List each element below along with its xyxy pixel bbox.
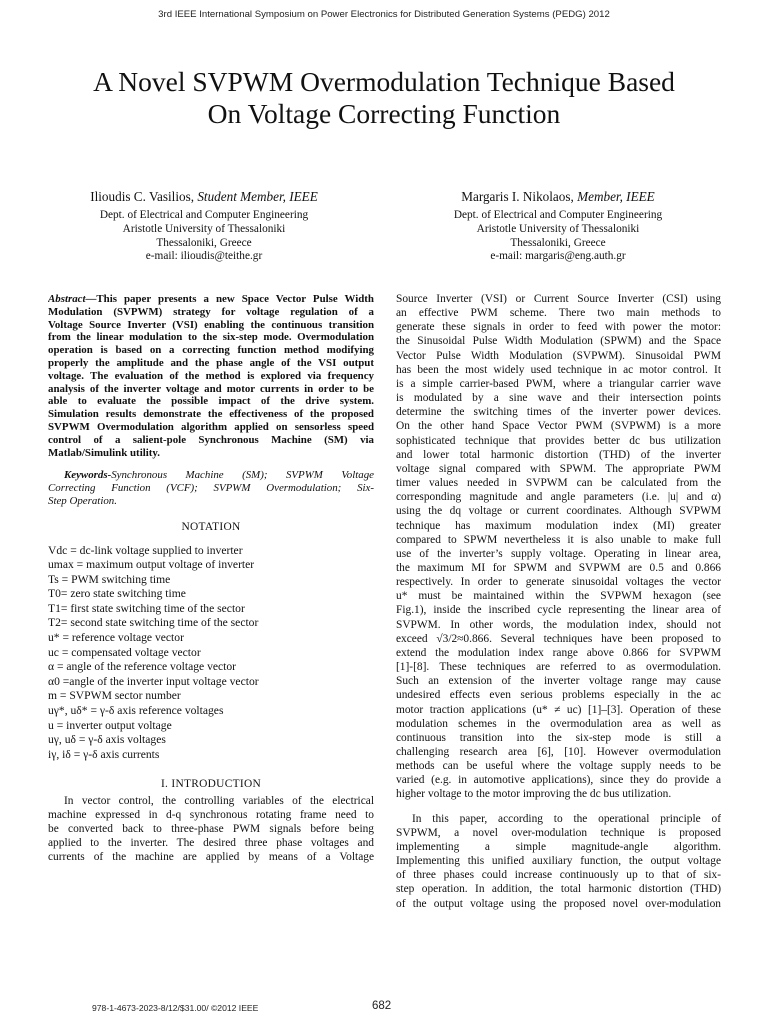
keywords <box>48 469 374 508</box>
body-line: challenging research area [6], [10]. However overmodulation <box>396 746 721 758</box>
body-line: methods can be useful where the voltage supply needs to be <box>396 760 721 773</box>
author-dept: Dept. of Electrical and Computer Engineering <box>453 209 663 221</box>
notation-item: m = SVPWM sector number <box>48 689 181 703</box>
abstract-line: able to evaluate the possible impact of the drive system. <box>48 395 374 408</box>
abstract-line: operation is based on a correcting function method modifying <box>48 344 374 357</box>
body-paragraph-2 <box>396 812 721 911</box>
body-line: of three phases could increase continuously up to that of six- <box>396 869 721 882</box>
body-line: Implementing this unified auxiliary function, the output voltage <box>396 855 721 868</box>
author-city: Thessaloniki, Greece <box>510 236 606 249</box>
page-number: 682 <box>372 1000 392 1012</box>
abstract-line <box>48 293 374 306</box>
body-line: is a simple carrier-based PWM, where a triangular carrier wave <box>396 377 721 390</box>
abstract-line: from the linear modulation to the six-step mode. Overmodulation <box>48 331 374 344</box>
author-university: Aristotle University of Thessaloniki <box>476 222 640 235</box>
right-column <box>396 292 721 911</box>
body-paragraph-1 <box>396 292 721 802</box>
abstract-line: analysis of the inverter voltage and motor currents in order to be <box>48 382 374 395</box>
author-role: Member, IEEE <box>577 189 655 204</box>
body-line: SVPWM. In other words, the modulation index, should not <box>396 618 721 631</box>
notation-item: T1= first state switching time of the sector <box>48 601 245 615</box>
body-line: is modulated by a sine wave and their intersection points <box>396 392 721 405</box>
notation-item: Ts = PWM switching time <box>48 572 171 586</box>
body-line: higher voltage to the motor improving the dc bus utilization. <box>396 788 672 801</box>
body-line: determine the switching times of the inverter power devices. <box>396 406 721 419</box>
author-university: Aristotle University of Thessaloniki <box>122 222 286 235</box>
body-line: modulation schemes in the overmodulation area as well as <box>396 717 721 730</box>
notation-item: uγ, uδ = γ-δ axis voltages <box>48 733 166 747</box>
notation-item: iγ, iδ = γ-δ axis currents <box>48 747 160 761</box>
keywords-text: Synchronous Machine (SM); SVPWM Voltage <box>111 469 374 482</box>
body-line: respectively. In order to generate sinusoidal voltages the vector <box>396 576 721 589</box>
author-name-line <box>44 189 364 204</box>
author-block-1 <box>44 189 364 264</box>
body-line: Such an extension of the inverter voltage range may cause <box>396 675 721 688</box>
abstract-line: Voltage Source Inverter (VSI) enabling the continuous transition <box>48 318 374 331</box>
abstract-line: Simulation results demonstrate the effectiveness of the proposed <box>48 408 374 421</box>
body-line: voltage signal compared with SPWM. The appropriate PWM <box>396 462 721 475</box>
body-line: u* must be maintained within the SVPWM hexagon (see <box>396 590 721 603</box>
body-line: use of the inverter’s supply voltage. Operating in linear area, <box>396 547 721 560</box>
notation-heading: NOTATION <box>181 521 241 534</box>
keywords-line: Step Operation. <box>48 495 117 508</box>
notation-item: Vdc = dc-link voltage supplied to inverter <box>48 543 243 557</box>
author-name: Margaris I. Nikolaos, <box>461 189 574 204</box>
abstract <box>48 293 374 459</box>
keywords-line: Correcting Function (VCF); SVPWM Overmodulation; Six- <box>48 482 374 495</box>
abstract-line: properly the amplitude and the phase angle of the VSI output <box>48 356 374 369</box>
body-line: On the other hand Space Vector PWM (SVPWM) is a more <box>396 420 721 433</box>
paper-title <box>30 66 738 130</box>
body-line: varied (e.g. in automotive applications), since they do provide a <box>396 774 721 787</box>
body-line: an effective PWM scheme. There two main methods to <box>396 307 721 320</box>
intro-line: In vector control, the controlling variables of the electrical <box>64 794 374 807</box>
author-city: Thessaloniki, Greece <box>156 236 252 249</box>
notation-item: α = angle of the reference voltage vector <box>48 660 237 674</box>
intro-line: currents of the machine are applied by means of a Voltage <box>48 851 374 864</box>
body-line: the maximum MI for SPWM and SVPWM are 0.5 and 0.866 <box>396 561 721 574</box>
body-line: motor traction applications (u* ≠ uc) [1]–[3]. Operation of these <box>396 703 721 716</box>
notation-item: T0= zero state switching time <box>48 587 186 601</box>
body-line: has been the most widely used technique in ac motor control. It <box>396 363 721 376</box>
body-line: sophisticated technique that provides better dc bus utilization <box>396 434 721 447</box>
author-dept: Dept. of Electrical and Computer Engineering <box>99 209 309 221</box>
body-line: [1]-[8]. These techniques are referred to as overmodulation. <box>396 661 721 674</box>
footer-copyright: 978-1-4673-2023-8/12/$31.00/ ©2012 IEEE <box>92 1003 259 1013</box>
body-line: of the output voltage using the proposed novel over-modulation <box>396 897 721 910</box>
intro-line: machine expressed in d-q synchronous rotating frame need to <box>48 808 374 821</box>
abstract-line: SVPWM Overmodulation algorithm applied on sensorless speed <box>48 420 374 433</box>
intro-line: be converted back to three-phase PWM signals before being <box>48 822 374 835</box>
body-line: using the dq voltage or current coordinates. Although SVPWM <box>396 505 721 518</box>
body-line: corresponding magnitude and angle parameters (i.e. |u| and α) <box>396 491 721 504</box>
abstract-line: Matlab/Simulink utility. <box>48 446 160 459</box>
body-line: compared to SPWM nevertheless it is also unable to make full <box>396 533 721 546</box>
notation-item: uc = compensated voltage vector <box>48 645 201 659</box>
introduction-heading: I. INTRODUCTION <box>160 778 262 791</box>
body-line: step operation. In addition, the total harmonic distortion (THD) <box>396 883 721 896</box>
conference-header: 3rd IEEE International Symposium on Power Electronics for Distributed Generation Systems (PEDG) 2012 <box>158 9 610 20</box>
abstract-line: control of a salient-pole Synchronous Machine (SM) via <box>48 433 374 446</box>
keywords-head: Keywords- <box>64 469 112 482</box>
notation-item: umax = maximum output voltage of inverter <box>48 558 255 572</box>
body-line: extend the modulation index range above 0.866 for SVPWM <box>396 646 721 659</box>
abstract-head: Abstract <box>48 293 86 305</box>
body-line: Vector Pulse Width Modulation (SVPWM). Sinusoidal PWM <box>396 349 721 362</box>
body-line: undesired effects even serious problems especially in the ac <box>396 689 721 702</box>
body-line: technique has maximum modulation index (MI) greater <box>396 519 721 532</box>
abstract-line: voltage. The evaluation of the method is explored via frequency <box>48 369 374 382</box>
title-line: On Voltage Correcting Function <box>207 98 561 129</box>
author-name-line <box>398 189 718 204</box>
body-line: In this paper, according to the operational principle of <box>412 812 721 825</box>
left-column <box>48 293 374 864</box>
abstract-line: Modulation (SVPWM) strategy for voltage regulation of a <box>48 305 374 318</box>
author-email: e-mail: margaris@eng.auth.gr <box>490 250 626 263</box>
body-line: continuous transition into the six-step mode is still a <box>396 731 721 744</box>
body-line: generate these signals in order to feed with power the motor: <box>396 321 721 334</box>
body-line: SVPWM, a novel over-modulation technique is proposed <box>396 826 721 839</box>
body-line: implementing a simple magnitude-angle algorithm. <box>396 840 721 853</box>
keywords-line <box>48 469 374 482</box>
notation-item: u* = reference voltage vector <box>48 631 184 645</box>
intro-line: applied to the inverter. The desired three phase voltages and <box>48 837 374 850</box>
notation-item: u = inverter output voltage <box>48 718 172 732</box>
body-line: and lower total harmonic distortion (THD) of the inverter <box>396 448 721 461</box>
body-line: the Sinusoidal Pulse Width Modulation (SPWM) and the Space <box>396 335 721 348</box>
author-block-2 <box>398 189 718 264</box>
notation-list <box>48 544 374 763</box>
author-role: Student Member, IEEE <box>197 189 318 204</box>
notation-item: uγ*, uδ* = γ-δ axis reference voltages <box>48 704 224 718</box>
body-line: Fig.1), inside the inscribed cycle representing the linear area of <box>396 604 721 617</box>
introduction-paragraph <box>48 794 374 865</box>
author-name: Ilioudis C. Vasilios, <box>90 189 195 204</box>
body-line: exceed √3/2≈0.866. Several techniques have been proposed to <box>396 632 721 645</box>
body-line: timer values needed in SVPWM can be calculated from the <box>396 477 721 490</box>
author-email: e-mail: ilioudis@teithe.gr <box>145 250 263 263</box>
notation-item: α0 =angle of the inverter input voltage vector <box>48 674 259 688</box>
title-line: A Novel SVPWM Overmodulation Technique Based <box>93 66 675 97</box>
notation-item: T2= second state switching time of the sector <box>48 616 259 630</box>
body-line: Source Inverter (VSI) or Current Source Inverter (CSI) using <box>396 293 721 305</box>
abstract-text: —This paper presents a new Space Vector Pulse Width <box>85 293 374 305</box>
